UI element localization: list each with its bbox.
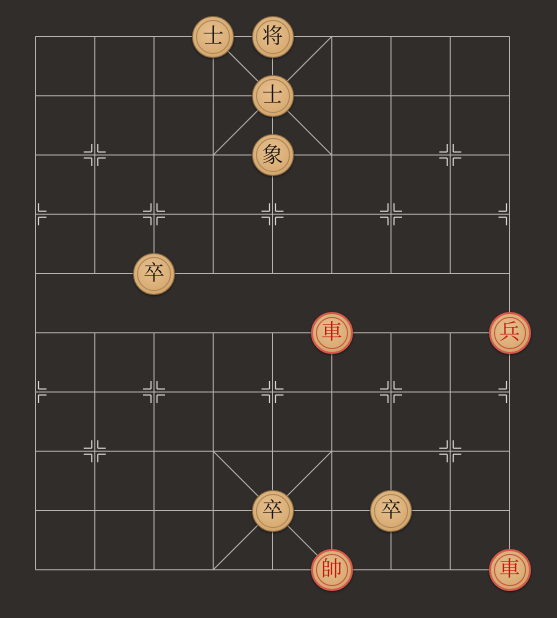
piece-red-soldier[interactable] [489, 312, 531, 354]
piece-label: 卒 [143, 261, 165, 285]
piece-label: 卒 [380, 498, 402, 522]
piece-black-soldier-palace[interactable] [252, 490, 294, 532]
piece-red-chariot-center[interactable] [311, 312, 353, 354]
piece-label: 車 [321, 320, 343, 345]
piece-label: 士 [262, 83, 283, 108]
piece-black-advisor-center[interactable] [252, 75, 294, 117]
piece-label: 兵 [499, 320, 520, 345]
piece-black-soldier-right[interactable] [370, 490, 412, 532]
piece-red-marshal[interactable] [311, 549, 353, 591]
piece-label: 車 [499, 557, 520, 582]
piece-black-elephant[interactable] [252, 134, 294, 176]
piece-label: 卒 [262, 498, 283, 522]
piece-label: 将 [262, 24, 283, 48]
piece-label: 士 [202, 24, 224, 48]
piece-black-soldier-upper[interactable] [133, 253, 175, 295]
piece-label: 象 [262, 142, 283, 167]
piece-black-general[interactable] [252, 16, 294, 58]
piece-label: 帥 [321, 557, 343, 582]
piece-black-advisor-left[interactable] [192, 16, 234, 58]
piece-red-chariot-corner[interactable] [489, 549, 531, 591]
